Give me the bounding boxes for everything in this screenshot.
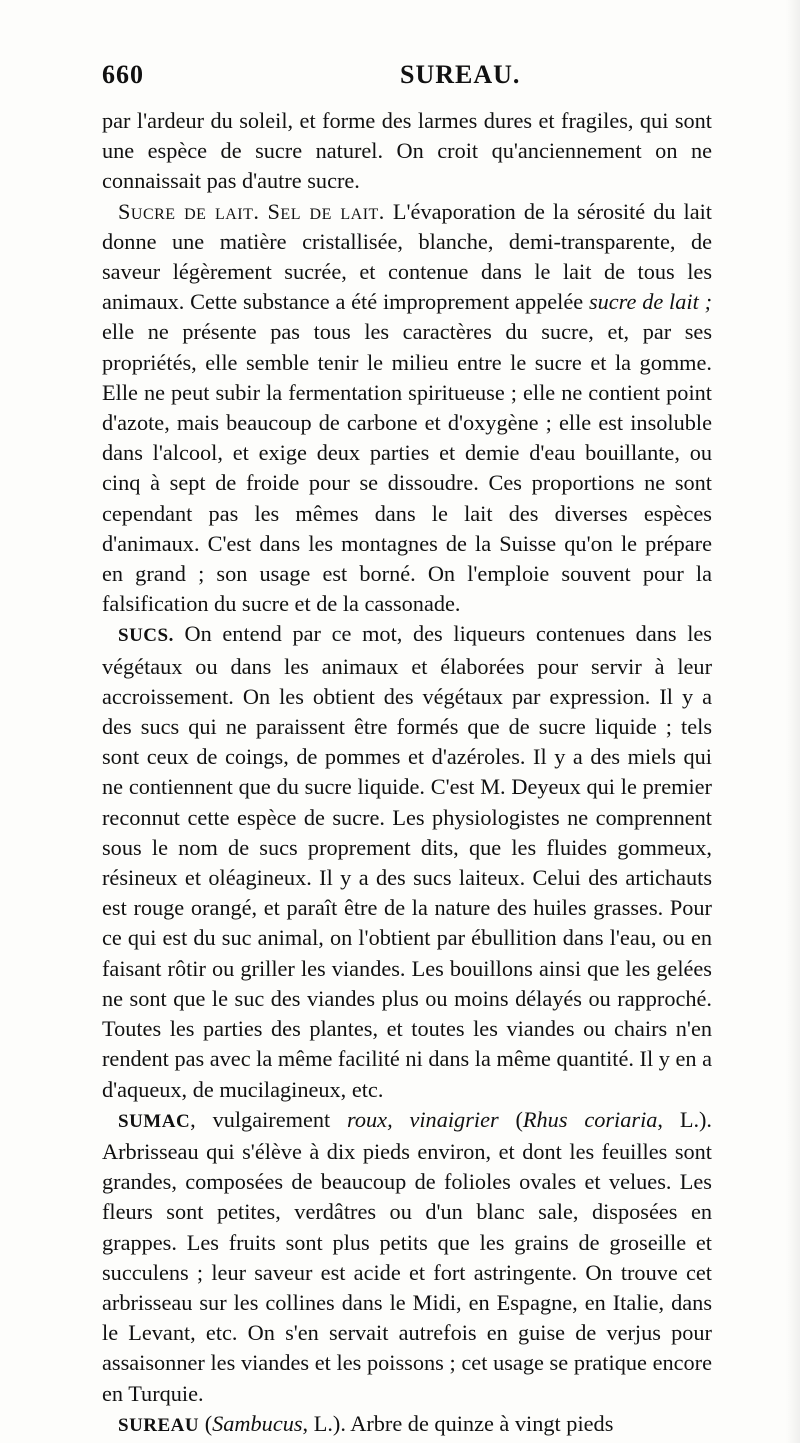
body-text [102,106,712,1441]
paragraph-continuation [102,106,712,197]
entry-text: ( [199,1410,213,1436]
page-number: 660 [102,60,144,89]
page-header [102,60,712,100]
entry-sureau [102,1409,712,1441]
entry-sucs [102,619,712,1104]
entry-latin-name: Rhus coriaria [522,1106,658,1132]
entry-italic-names: roux, vinaigrier [347,1106,499,1132]
entry-latin-name: Sambucus [212,1410,303,1436]
entry-text: On entend par ce mot, des liqueurs contenues dans les végétaux ou dans les animaux et élaborées pour servir à leur accroissement. On les obtient des végétaux par expression. Il y a des sucs qui ne paraissent être formés que de sucre liquide ; tels sont ceux de coings, de pommes et d'azéroles. Il y a des miels qui ne contiennent que du sucre liquide. C'est M. Deyeux qui le premier reconnut cette espèce de sucre. Les physiologistes ne comprennent sous le nom de sucs proprement dits, que les fluides gommeux, résineux et oléagineux. Il y a des sucs laiteux. Celui des artichauts est rouge orangé, et paraît être de la nature des huiles grasses. Pour ce qui est du suc animal, on l'obtient par ébullition dans l'eau, ou en faisant rôtir ou griller les viandes. Les bouillons ainsi que les gelées ne sont que le suc des viandes plus ou moins délayés ou rapproché. Toutes les parties des plantes, et toutes les viandes ou chairs n'en rendent pas avec la même facilité ni dans la même quantité. Il y en a d'aqueux, de mucilagineux, etc. [102,621,712,1102]
entry-text: L'évaporation de la sérosité du lait donne une matière cristallisée, blanche, demi-transparente, de saveur légèrement sucrée, et contenue dans le lait de tous les animaux. Cette substance a été improprement appelée [102,198,713,315]
entry-sucre-de-lait [102,197,712,620]
entry-text-paren: ( [498,1106,523,1132]
entry-headword: SUREAU [118,1414,200,1436]
entry-heading: Sucre de lait. [118,198,260,224]
entry-text-cont: , L.). Arbre de quinze à vingt pieds [302,1410,614,1436]
entry-headword: SUMAC [118,1110,191,1132]
page-edge-shadow [786,0,800,1443]
entry-headword: SUCS. [118,625,174,647]
paragraph-text: par l'ardeur du soleil, et forme des larmes dures et fragiles, qui sont une espèce de sucre naturel. On croit qu'anciennement on ne connaissait pas d'autre sucre. [102,108,712,194]
running-head: SUREAU. [400,60,521,89]
entry-sumac [102,1105,712,1409]
entry-text-cont: elle ne présente pas tous les caractères du sucre, et, par ses propriétés, elle semble tenir le milieu entre le sucre et la gomme. Elle ne peut subir la fermentation spiritueuse ; elle ne contient point d'azote, mais beaucoup de carbone et d'oxygène ; elle est insoluble dans l'alcool, et exige deux parties et demie d'eau bouillante, ou cinq à sept de froide pour se dissoudre. Ces proportions ne sont cependant pas les mêmes dans le lait des diverses espèces d'animaux. C'est dans les montagnes de la Suisse qu'on le prépare en grand ; son usage est borné. On l'emploie souvent pour la falsification du sucre et de la cassonade. [102,319,712,617]
entry-heading-alt: Sel de lait. [267,198,385,224]
entry-italic-term: sucre de lait ; [588,289,712,315]
entry-text: , vulgairement [190,1106,348,1132]
entry-text-cont: , L.). Arbrisseau qui s'élève à dix pieds environ, et dont les feuilles sont grandes, composées de beaucoup de folioles ovales et velues. Les fleurs sont petites, verdâtres ou d'un blanc sale, disposées en grappes. Les fruits sont plus petits que les grains de groseille et succulens ; leur saveur est acide et fort astringente. On trouve cet arbrisseau sur les collines dans le Midi, en Espagne, en Italie, dans le Levant, etc. On s'en servait autrefois en guise de verjus pour assaisonner les viandes et les poissons ; cet usage se pratique encore en Turquie. [102,1106,713,1406]
